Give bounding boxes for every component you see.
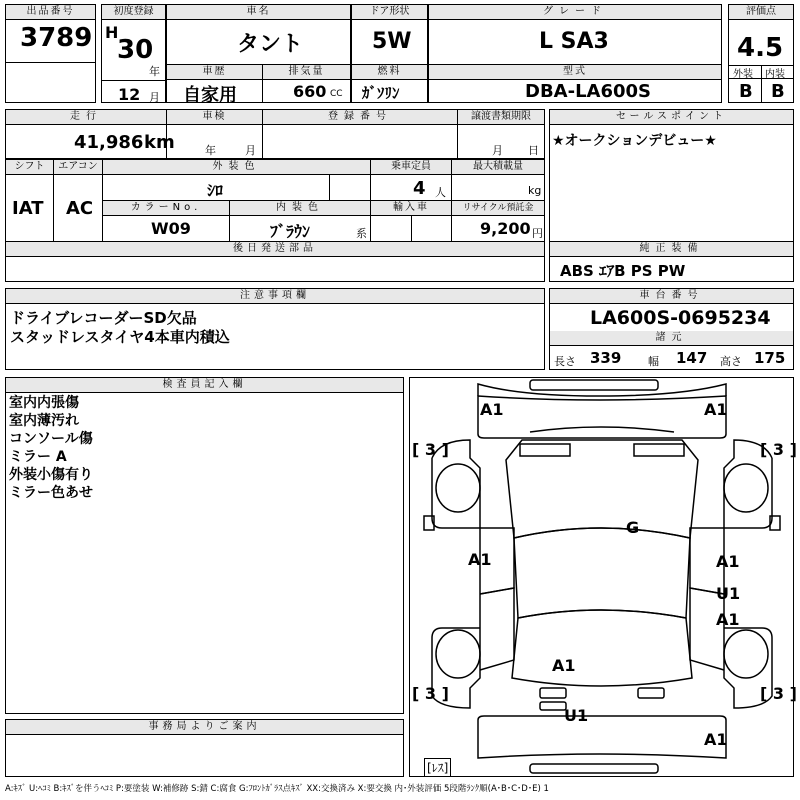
mark-tire-fr: [ 3 ] xyxy=(760,440,797,459)
ext-score: B xyxy=(739,81,753,102)
max-load-box xyxy=(451,159,545,201)
later-parts-label: 後日発送部品 xyxy=(6,242,544,257)
recycle-box xyxy=(451,200,545,242)
score-box xyxy=(728,4,794,103)
transfer-label: 譲渡書類期限 xyxy=(458,110,544,125)
mark-roof: A1 xyxy=(552,656,576,675)
shift-label: シフト xyxy=(6,160,53,175)
chassis-box xyxy=(549,288,794,370)
mileage-label: 走行 xyxy=(6,110,166,125)
int-score-label: 内装 xyxy=(765,69,785,80)
model-box xyxy=(428,64,722,103)
fuel-box xyxy=(351,64,428,103)
length-label: 長さ xyxy=(554,355,576,368)
width-label: 幅 xyxy=(648,355,659,368)
chassis-label: 車台番号 xyxy=(550,289,793,304)
mark-side-right-1: A1 xyxy=(716,552,740,571)
displacement-label: 排気量 xyxy=(263,65,350,80)
recycle-unit: 円 xyxy=(532,227,543,240)
sales-point-value: ★オークションデビュー★ xyxy=(552,133,717,149)
equipment-value: ABS ｴｱB PS PW xyxy=(560,262,686,280)
car-diagram xyxy=(409,377,797,777)
notes-box xyxy=(5,288,545,370)
aircon-box xyxy=(53,159,103,242)
import-label: 輸入車 xyxy=(371,201,451,216)
mark-front-left: A1 xyxy=(480,400,504,419)
first-reg-month-unit: 月 xyxy=(149,91,160,104)
int-color-box xyxy=(229,200,371,242)
mileage-unit: km xyxy=(144,132,175,153)
grade-box xyxy=(428,4,722,65)
model-value: DBA-LA600S xyxy=(525,81,651,102)
grade-label: グレード xyxy=(429,5,721,20)
inspector-line-3: コンソール傷 xyxy=(9,431,93,447)
sales-point-label: セールスポイント xyxy=(550,110,793,125)
max-load-unit: kg xyxy=(528,184,542,197)
inspector-line-6: ミラー色あせ xyxy=(9,485,93,501)
int-color-unit: 系 xyxy=(356,227,367,240)
int-score: B xyxy=(771,81,785,102)
score-label: 評価点 xyxy=(729,5,793,20)
registration-box xyxy=(262,109,458,159)
mark-tire-fl: [ 3 ] xyxy=(412,440,449,459)
first-reg-label: 初度登録 xyxy=(102,5,165,20)
first-reg-month: 12 xyxy=(118,85,141,104)
displacement-box xyxy=(262,64,351,103)
first-reg-era: H xyxy=(105,23,119,42)
length-value: 339 xyxy=(590,349,622,367)
mark-side-right-u: U1 xyxy=(716,584,741,603)
score-value: 4.5 xyxy=(737,33,784,63)
door-value: 5W xyxy=(372,29,412,54)
lot-number: 3789 xyxy=(20,23,93,53)
office-label: 事務局よりご案内 xyxy=(6,720,403,735)
history-value: 自家用 xyxy=(183,85,237,106)
int-color-value: ﾌﾞﾗｳﾝ xyxy=(270,222,311,241)
color-no-label: カラーNo. xyxy=(103,201,229,216)
sales-point-box xyxy=(549,109,794,242)
door-label: ドア形状 xyxy=(352,5,427,20)
mark-tire-rr: [ 3 ] xyxy=(760,684,797,703)
import-box xyxy=(370,200,452,242)
mark-spare: [ﾚｽ] xyxy=(424,758,451,777)
shift-value: IAT xyxy=(12,198,44,219)
fuel-value: ｶﾞｿﾘﾝ xyxy=(362,84,400,102)
displacement-value: 660 xyxy=(293,82,327,101)
int-color-label: 内装色 xyxy=(230,201,370,216)
mileage-value: 41,986 xyxy=(74,132,144,153)
aircon-label: エアコン xyxy=(54,160,102,175)
first-reg-year-unit: 年 xyxy=(149,65,160,78)
recycle-value: 9,200 xyxy=(480,219,531,238)
mark-side-right-2: A1 xyxy=(716,610,740,629)
transfer-box xyxy=(457,109,545,159)
notes-label: 注意事項欄 xyxy=(6,289,544,304)
transfer-day-unit: 日 xyxy=(528,144,539,157)
fuel-label: 燃料 xyxy=(352,65,427,80)
inspector-box xyxy=(5,377,404,714)
inspector-label: 検査員記入欄 xyxy=(6,378,403,393)
inspector-line-4: ミラー A xyxy=(9,449,67,465)
height-label: 高さ xyxy=(720,355,742,368)
capacity-value: 4 xyxy=(413,178,426,199)
mileage-box xyxy=(5,109,175,159)
displacement-unit: CC xyxy=(330,89,343,99)
specs-label: 諸元 xyxy=(550,331,793,346)
equipment-label: 純正装備 xyxy=(550,242,793,257)
mark-front-right: A1 xyxy=(704,400,728,419)
capacity-box xyxy=(370,159,452,201)
width-value: 147 xyxy=(676,349,708,367)
lot-box xyxy=(5,4,96,103)
mark-tire-rl: [ 3 ] xyxy=(412,684,449,703)
ext-color-label: 外装色 xyxy=(103,160,370,175)
ext-score-label: 外装 xyxy=(733,69,753,80)
mark-rear: U1 xyxy=(564,706,589,725)
shift-box xyxy=(5,159,54,242)
history-box xyxy=(166,64,263,106)
color-no-box xyxy=(102,200,230,242)
inspection-month-unit: 月 xyxy=(245,144,256,157)
first-reg-year: 30 xyxy=(117,35,154,65)
ext-color-box xyxy=(102,159,371,201)
aircon-value: AC xyxy=(66,198,94,219)
mark-rear-right: A1 xyxy=(704,730,728,749)
equipment-box xyxy=(549,241,794,282)
car-name-label: 車名 xyxy=(167,5,350,20)
later-parts-box xyxy=(5,241,545,282)
height-value: 175 xyxy=(754,349,786,367)
notes-line-2: スタッドレスタイヤ4本車内積込 xyxy=(10,328,230,346)
office-box xyxy=(5,719,404,777)
lot-label: 出品番号 xyxy=(6,5,95,20)
transfer-month-unit: 月 xyxy=(492,144,503,157)
chassis-value: LA600S-0695234 xyxy=(590,307,771,329)
notes-line-1: ドライブレコーダーSD欠品 xyxy=(10,309,197,327)
color-no-value: W09 xyxy=(151,219,191,238)
legend-text: A:ｷｽﾞ U:ﾍｺﾐ B:ｷｽﾞを伴うﾍｺﾐ P:要塗装 W:補修跡 S:錆 C:腐食 G:ﾌﾛﾝﾄｶﾞﾗｽ点ｷｽﾞ XX:交換済み X:要交換 内･外装評価 5段階ﾗﾝｸ順(A･B･C･D･E) 1 xyxy=(5,784,549,794)
car-name-box xyxy=(166,4,351,65)
ext-color-value: ｼﾛ xyxy=(207,181,224,200)
recycle-label: リサイクル預託金 xyxy=(452,201,544,216)
mark-glass: G xyxy=(626,518,640,537)
capacity-unit: 人 xyxy=(435,186,446,199)
inspection-year-unit: 年 xyxy=(205,144,216,157)
car-outline xyxy=(410,378,793,776)
inspector-line-5: 外装小傷有り xyxy=(9,467,93,483)
first-reg-box xyxy=(101,4,166,103)
car-name-value: タント xyxy=(237,32,304,57)
door-box xyxy=(351,4,428,65)
inspection-box xyxy=(166,109,263,159)
inspector-line-1: 室内内張傷 xyxy=(9,395,79,411)
mark-side-left: A1 xyxy=(468,550,492,569)
capacity-label: 乗車定員 xyxy=(371,160,451,175)
registration-label: 登録番号 xyxy=(263,110,457,125)
model-label: 型式 xyxy=(429,65,721,80)
max-load-label: 最大積載量 xyxy=(452,160,544,175)
history-label: 車歴 xyxy=(167,65,262,80)
inspector-line-2: 室内薄汚れ xyxy=(9,413,79,429)
grade-value: L SA3 xyxy=(539,29,609,54)
inspection-label: 車検 xyxy=(167,110,262,125)
